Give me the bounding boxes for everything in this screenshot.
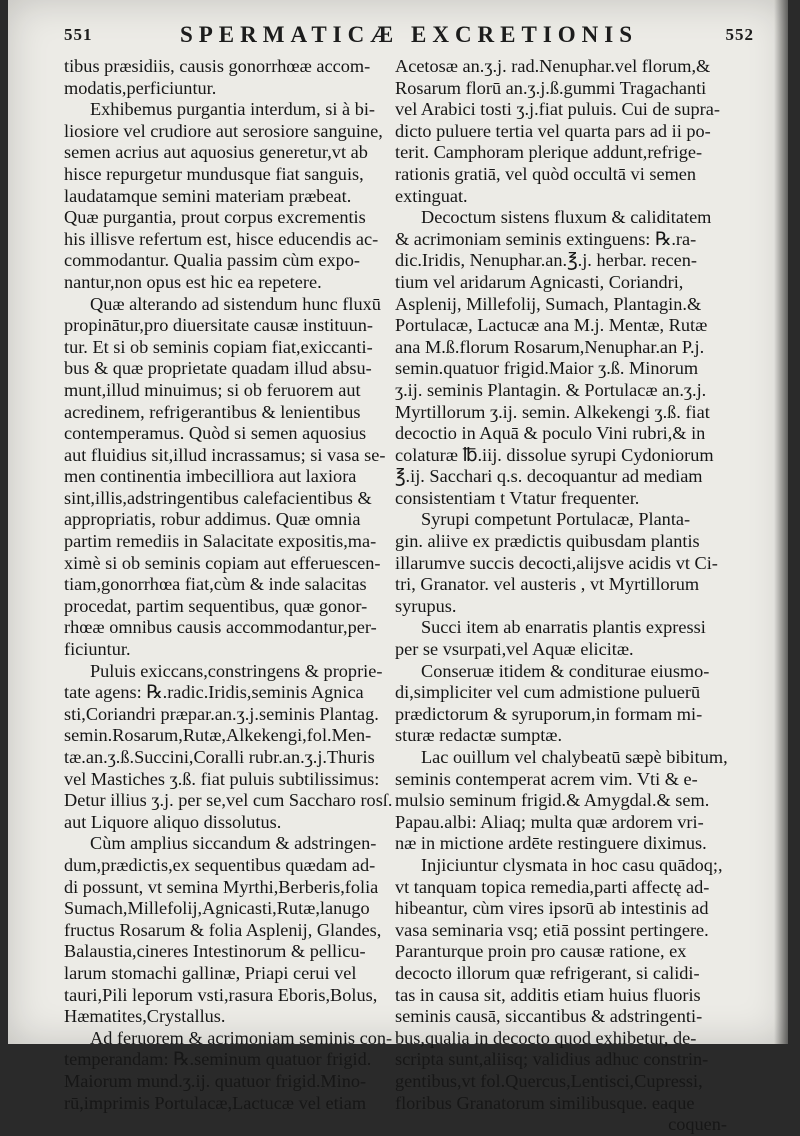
text-line: Quæ purgantia, prout corpus excrementis <box>64 207 366 228</box>
text-line: Balaustia,cineres Intestinorum & pellicu- <box>64 941 366 962</box>
text-line: rū,imprimis Portulacæ,Lactucæ vel etiam <box>64 1092 367 1113</box>
text-line: Quæ alterando ad sistendum hunc fluxū <box>90 293 381 314</box>
text-line: partim remediis in Salacitate expositis,ma- <box>64 531 377 552</box>
paragraph <box>64 294 386 661</box>
catchword: coquen- <box>668 1114 727 1135</box>
text-line: ana M.ß.florum Rosarum,Nenuphar.an P.j. <box>395 336 705 357</box>
text-line: temperandam: ℞.seminum quatuor frigid. <box>64 1049 372 1070</box>
text-line: laudatamque semini materiam præbeat. <box>64 185 352 206</box>
text-line: Hæmatites,Crystallus. <box>64 1006 226 1027</box>
text-line: di possunt, vt semina Myrthi,Berberis,folia <box>64 876 379 897</box>
text-line: sint,illis,adstringentibus calefacientibus & <box>64 487 372 508</box>
text-line: hisce repurgetur mundusque fiat sanguis, <box>64 163 364 184</box>
paragraph <box>64 99 386 293</box>
text-line: Succi item ab enarratis plantis expressi <box>421 617 706 638</box>
paragraph <box>64 1027 393 1114</box>
text-line: Lac ouillum vel chalybeatū sæpè bibitum, <box>421 747 728 767</box>
paragraph <box>395 617 727 660</box>
text-line: Papau.albi: Aliaq; multa quæ ardorem vri- <box>395 811 704 832</box>
text-line: gin. aliive ex prædictis quibusdam plantis <box>395 531 700 552</box>
text-line: his illisve refertum est, hisce educendis ac- <box>64 228 379 249</box>
text-line: & acrimoniam seminis extinguens: ℞.ra- <box>395 228 697 249</box>
text-line: Rosarum florū an.ʒ.j.ß.gummi Tragachanti <box>395 77 707 98</box>
text-line: næ in mictione ardēte restinguere diximus. <box>395 833 707 854</box>
text-line: Conseruæ itidem & conditurae eiusmo- <box>421 660 710 681</box>
right-text-column <box>395 56 727 1136</box>
paragraph <box>64 660 393 834</box>
text-line: Acetosæ an.ʒ.j. rad.Nenuphar.vel florum,& <box>395 56 711 76</box>
text-line: consistentiam t Vtatur frequenter. <box>395 487 640 508</box>
text-line: vt tanquam topica remedia,parti affectę ad- <box>395 876 710 897</box>
text-line: hibeantur, cùm vires ipsorū ab intestinis ad <box>395 898 709 919</box>
text-line: decocto illorum quæ refrigerant, si calidi- <box>395 962 700 983</box>
text-line: prædictorum & syruporum,in formam mi- <box>395 703 703 724</box>
text-line: bus & quæ proprietate quadam illud absu- <box>64 358 372 379</box>
text-line: Exhibemus purgantia interdum, si à bi- <box>90 99 376 120</box>
text-line: aut Liquore aliquo dissolutus. <box>64 811 282 832</box>
text-line: acredinem, refrigerantibus & lenientibus <box>64 401 361 422</box>
text-line: tiam,gonorrhœa fiat,cùm & inde salacitas <box>64 574 367 595</box>
text-line: Sumach,Millefolij,Agnicasti,Rutæ,lanugo <box>64 898 370 919</box>
text-line: aut fluidius sit,illud incrassamus; si vasa se- <box>64 444 386 465</box>
text-line: modatis,perficiuntur. <box>64 77 217 98</box>
text-line: sti,Coriandri præpar.an.ʒ.j.seminis Plantag. <box>64 703 379 724</box>
text-line: ʒ.ij. seminis Plantagin. & Portulacæ an.ʒ.j. <box>395 379 707 400</box>
text-line: tium vel aridarum Agnicasti, Coriandri, <box>395 271 684 292</box>
text-line: Maiorum mund.ʒ.ij. quatuor frigid.Mino- <box>64 1070 367 1091</box>
book-page <box>8 0 788 1135</box>
text-line: mulsio seminum frigid.& Amygdal.& sem. <box>395 790 710 811</box>
text-line: liosiore vel crudiore aut serosiore sanguine, <box>64 120 383 141</box>
text-line: per se vsurpati,vel Aquæ elicitæ. <box>395 639 634 660</box>
paragraph <box>395 747 727 855</box>
text-line: rhœæ omnibus causis accommodantur,per- <box>64 617 377 638</box>
text-line: gentibus,vt fol.Quercus,Lentisci,Cupressi, <box>395 1070 703 1091</box>
paragraph <box>395 661 727 747</box>
text-line: illarumve succis decocti,alijsve acidis vt Ci- <box>395 552 718 573</box>
text-line: Injiciuntur clysmata in hoc casu quādoq;, <box>421 854 723 875</box>
text-line: men continentia imbecilliora aut laxiora <box>64 466 357 487</box>
text-line: syrupus. <box>395 595 457 616</box>
text-line: vel Mastiches ʒ.ß. fiat puluis subtilissimus: <box>64 768 380 789</box>
text-line: semen acrius aut aquosius generetur,vt ab <box>64 142 368 163</box>
text-line: ℥.ij. Sacchari q.s. decoquantur ad mediam <box>395 466 703 487</box>
text-line: Syrupi competunt Portulacæ, Planta- <box>421 509 691 530</box>
text-line: vel Arabici tosti ʒ.j.fiat puluis. Cui de supra- <box>395 99 720 120</box>
text-line: larum stomachi gallinæ, Priapi cerui vel <box>64 962 357 983</box>
text-line: terit. Camphoram plerique addunt,refrige- <box>395 142 703 163</box>
text-line: munt,illud minuimus; si ob feruorem aut <box>64 379 361 400</box>
text-line: Decoctum sistens fluxum & caliditatem <box>421 207 712 228</box>
paragraph <box>395 56 727 207</box>
text-line: procedat, partim sequentibus, quæ gonor- <box>64 595 368 616</box>
text-line: tri, Granator. vel austeris , vt Myrtillorum <box>395 574 700 595</box>
page-header <box>64 18 754 52</box>
text-line: dic.Iridis, Nenuphar.an.℥.j. herbar. recen- <box>395 250 697 271</box>
text-line: semin.quatuor frigid.Maior ʒ.ß. Minorum <box>395 358 699 379</box>
text-line: tur. Et si ob seminis copiam fiat,exiccanti- <box>64 336 373 357</box>
text-line: bus,qualia in decocto quod exhibetur, de- <box>395 1027 697 1048</box>
text-line: nantur,non opus est hic ea repetere. <box>64 271 322 292</box>
text-line: tate agens: ℞.radic.Iridis,seminis Agnica <box>64 682 364 703</box>
paragraph <box>395 855 727 1114</box>
text-line: dicto puluere tertia vel quarta pars ad ii po- <box>395 120 711 141</box>
text-line: di,simpliciter vel cum admistione puluerū <box>395 682 701 703</box>
text-line: scripta sunt,aliisq; validius adhuc constrin- <box>395 1049 709 1070</box>
text-line: Detur illius ʒ.j. per se,vel cum Saccharo rosſ. <box>64 790 393 811</box>
right-page-number: 552 <box>725 25 754 44</box>
text-line: tas in causa sit, additis etiam huius fluoris <box>395 984 701 1005</box>
text-line: fructus Rosarum & folia Asplenij, Glandes, <box>64 919 382 940</box>
text-line: rationis gratiā, vel quòd occultā vi semen <box>395 163 697 184</box>
text-line: vasa seminaria vsq; etiā possint pertingere. <box>395 919 709 940</box>
text-line: Portulacæ, Lactucæ ana M.j. Mentæ, Rutæ <box>395 315 708 336</box>
text-line: Myrtillorum ʒ.ij. semin. Alkekengi ʒ.ß. fiat <box>395 401 710 422</box>
text-line: tauri,Pili leporum vsti,rasura Eboris,Bolus, <box>64 984 378 1005</box>
text-line: sturæ redactæ sumptæ. <box>395 725 563 746</box>
page-edge-shadow <box>774 0 788 1044</box>
paragraph <box>395 207 727 509</box>
text-line: seminis causā, siccantibus & adstringenti- <box>395 1006 703 1027</box>
text-line: semin.Rosarum,Rutæ,Alkekengi,fol.Men- <box>64 725 372 746</box>
paragraph <box>395 509 727 617</box>
paragraph <box>64 56 386 99</box>
left-text-column <box>64 56 393 1114</box>
text-line: Puluis exiccans,constringens & proprie- <box>90 660 383 681</box>
text-line: floribus Granatorum similibusque. eaque <box>395 1092 695 1113</box>
text-line: contemperamus. Quòd si semen aquosius <box>64 423 367 444</box>
running-title: SPERMATICÆ EXCRETIONIS <box>179 22 639 47</box>
text-line: appropriatis, robur addimus. Quæ omnia <box>64 509 361 530</box>
text-line: Ad feruorem & acrimoniam seminis con- <box>90 1027 393 1048</box>
text-line: Asplenij, Millefolij, Sumach, Plantagin.& <box>395 293 702 314</box>
text-line: extinguat. <box>395 185 468 206</box>
text-line: Cùm amplius siccandum & adstringen- <box>90 833 377 854</box>
text-line: seminis contemperat acrem vim. Vti & e- <box>395 768 698 789</box>
text-line: tæ.an.ʒ.ß.Succini,Coralli rubr.an.ʒ.j.Thuris <box>64 747 375 767</box>
text-line: propinātur,pro diuersitate causæ instituun- <box>64 315 373 336</box>
text-line: tibus præsidiis, causis gonorrhœæ accom- <box>64 56 371 76</box>
text-line: dum,prædictis,ex sequentibus quædam ad- <box>64 854 376 875</box>
text-line: Paranturque proin pro causæ ratione, ex <box>395 941 687 962</box>
text-line: ficiuntur. <box>64 639 131 660</box>
left-page-number: 551 <box>64 25 93 44</box>
text-line: commodantur. Qualia passim cùm expo- <box>64 250 360 271</box>
text-line: ximè si ob seminis copiam aut efferuescen- <box>64 552 381 573</box>
paragraph <box>64 833 386 1027</box>
text-line: colaturæ ℔.iij. dissolue syrupi Cydoniorum <box>395 444 714 465</box>
text-line: decoctio in Aquā & poculo Vini rubri,& in <box>395 423 706 444</box>
